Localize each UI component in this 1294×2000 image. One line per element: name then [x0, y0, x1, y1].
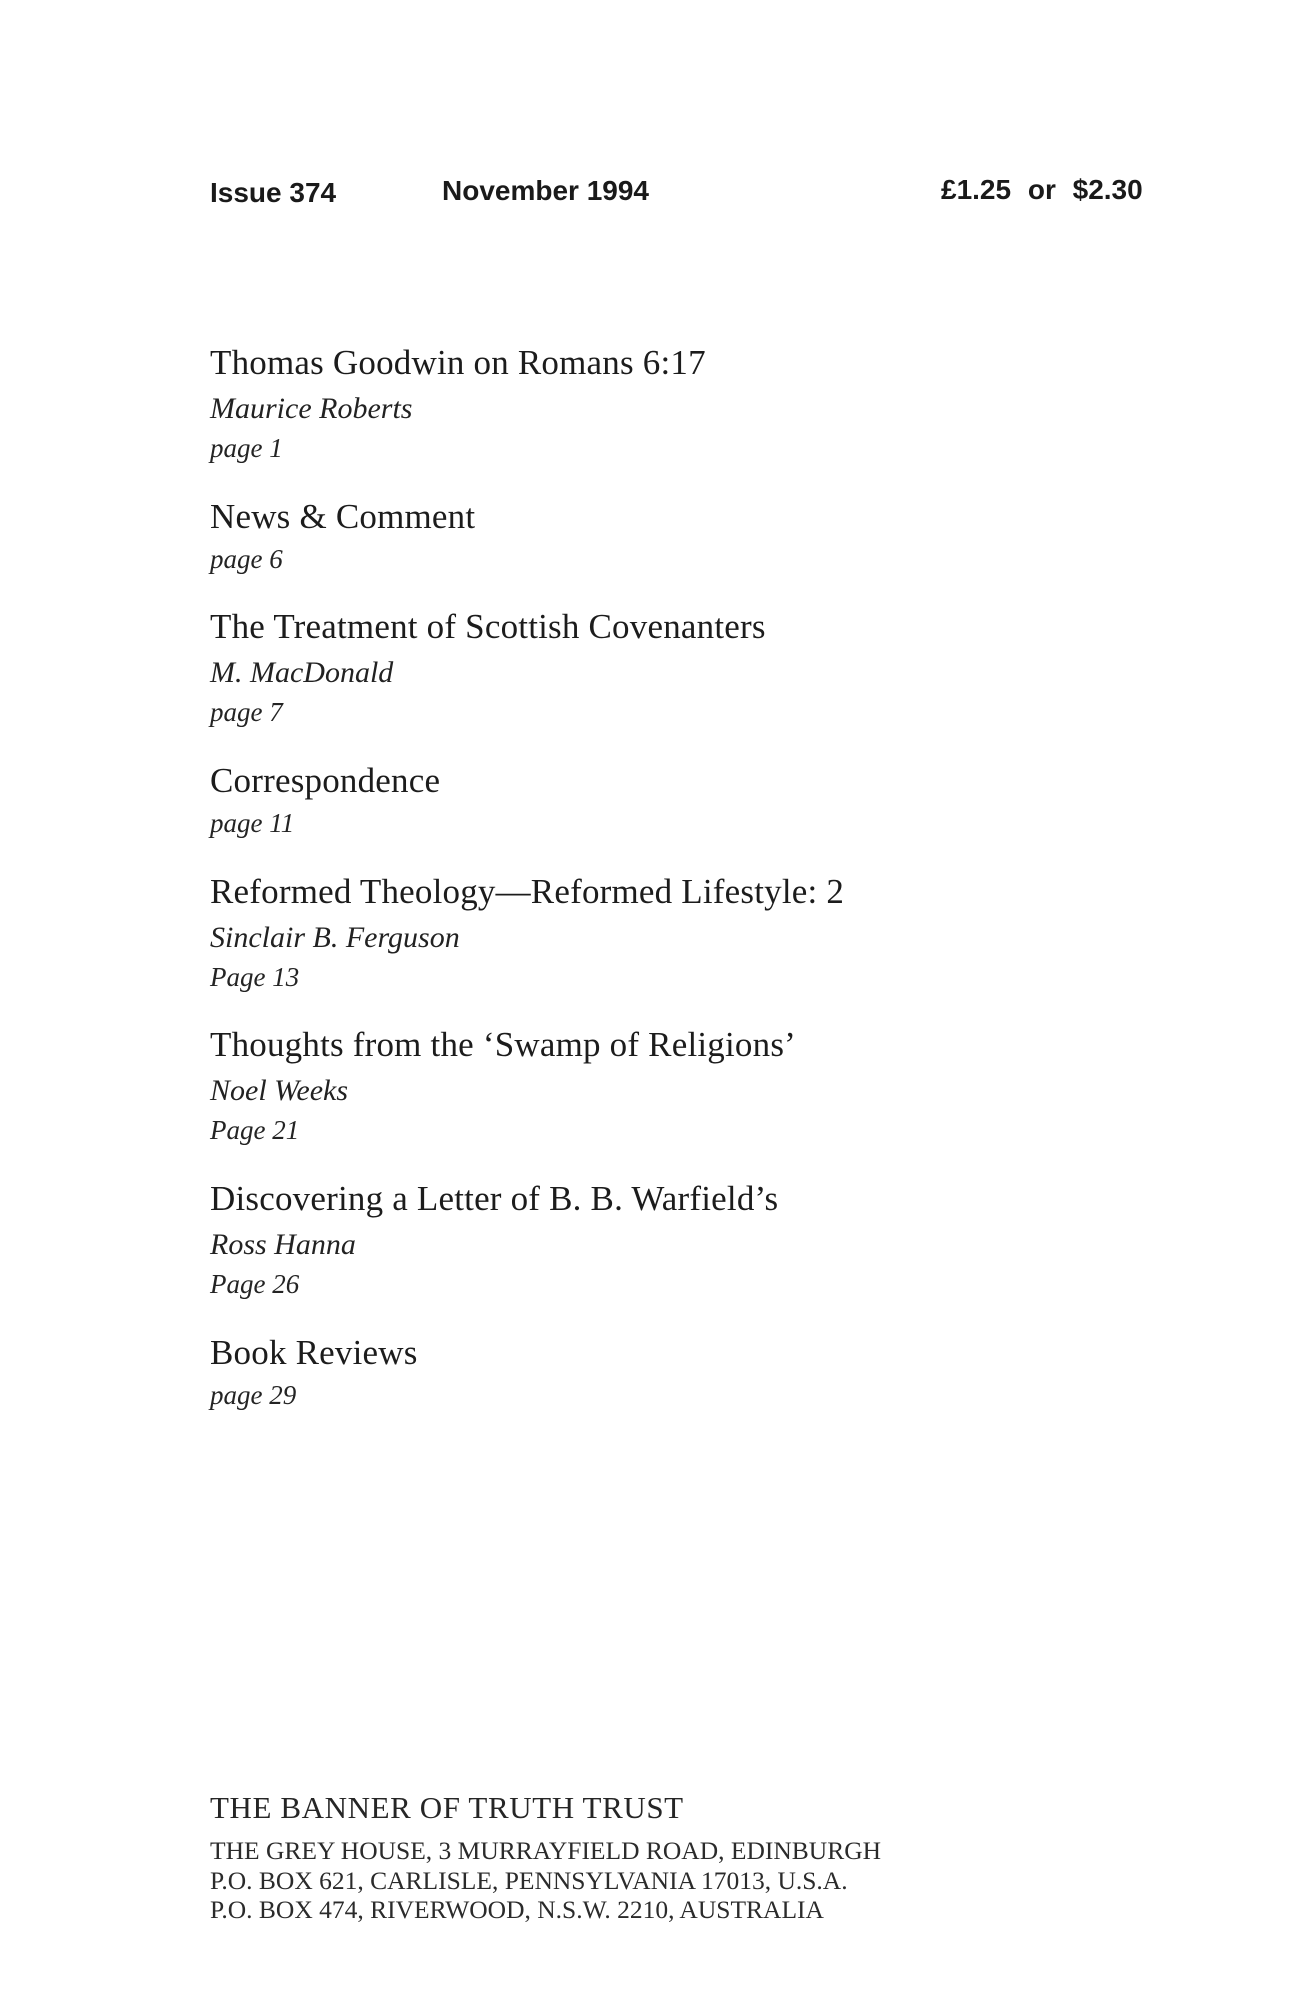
- address-line-australia: P.O. BOX 474, RIVERWOOD, N.S.W. 2210, AUSTRALIA: [210, 1895, 824, 1925]
- article-page: page 11: [210, 808, 295, 839]
- article-page: page 7: [210, 697, 283, 728]
- toc-entry: [210, 871, 1170, 993]
- article-page: page 1: [210, 433, 283, 463]
- article-title: Book Reviews: [210, 1332, 418, 1372]
- toc-entry: [210, 1332, 1170, 1411]
- article-author: Ross Hanna: [210, 1228, 356, 1262]
- toc-entry: [210, 342, 1170, 464]
- publisher-name: THE BANNER OF TRUTH TRUST: [210, 1790, 684, 1825]
- article-author: M. MacDonald: [210, 656, 394, 690]
- article-page: Page 21: [210, 1115, 300, 1146]
- article-author: Maurice Roberts: [210, 392, 413, 425]
- article-page: page 6: [210, 543, 283, 574]
- toc-entry: [210, 760, 1170, 839]
- toc-entry: [210, 1024, 1170, 1146]
- issue-number: Issue 374: [210, 177, 337, 208]
- article-title: Reformed Theology—Reformed Lifestyle: 2: [210, 871, 845, 911]
- table-of-contents: [210, 342, 1170, 1443]
- article-title: Discovering a Letter of B. B. Warfield’s: [210, 1179, 779, 1219]
- article-page: Page 26: [210, 1269, 300, 1300]
- address-line-edinburgh: THE GREY HOUSE, 3 MURRAYFIELD ROAD, EDINBURGH: [210, 1836, 882, 1865]
- article-title: Correspondence: [210, 761, 441, 801]
- toc-entry: [210, 1178, 1170, 1300]
- article-author: Noel Weeks: [210, 1074, 349, 1108]
- toc-entry: [210, 606, 1170, 728]
- article-title: Thoughts from the ‘Swamp of Religions’: [210, 1025, 797, 1065]
- publisher-imprint: [210, 1790, 1170, 1925]
- article-author: Sinclair B. Ferguson: [210, 920, 460, 954]
- masthead: [0, 0, 1294, 230]
- issue-date: November 1994: [442, 175, 650, 206]
- article-title: Thomas Goodwin on Romans 6:17: [210, 343, 706, 382]
- article-page: Page 13: [210, 961, 300, 992]
- article-title: News & Comment: [210, 496, 476, 536]
- issue-price: £1.25 or $2.30: [941, 174, 1143, 205]
- address-line-usa: P.O. BOX 621, CARLISLE, PENNSYLVANIA 17013, U.S.A.: [210, 1865, 848, 1895]
- article-title: The Treatment of Scottish Covenanters: [210, 607, 766, 647]
- toc-entry: [210, 496, 1170, 575]
- article-page: page 29: [210, 1379, 297, 1410]
